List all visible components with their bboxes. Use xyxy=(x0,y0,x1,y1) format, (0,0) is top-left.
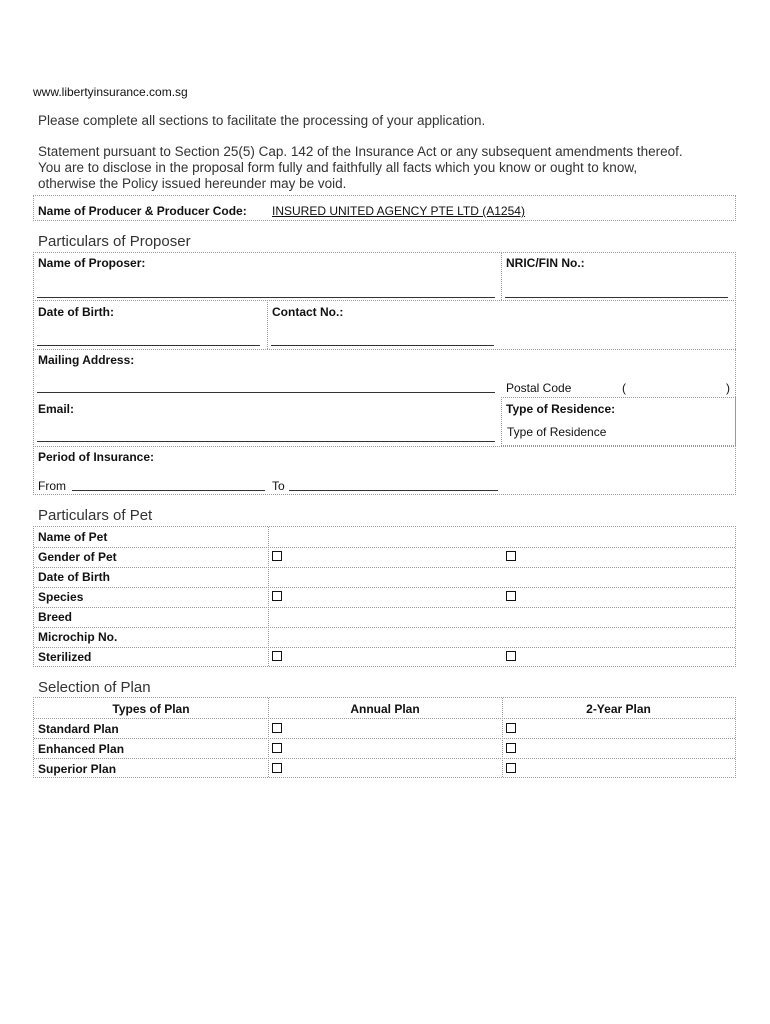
sterilized-checkbox-1[interactable] xyxy=(272,651,282,661)
divider xyxy=(34,718,735,719)
divider xyxy=(33,446,736,447)
superior-2year-checkbox[interactable] xyxy=(506,763,516,773)
to-field[interactable] xyxy=(289,490,498,491)
statement-line: Statement pursuant to Section 25(5) Cap. 142 of the Insurance Act or any subsequent amendments thereof. xyxy=(38,144,683,159)
plan-section-title: Selection of Plan xyxy=(38,679,151,696)
intro-text: Please complete all sections to facilitate the processing of your application. xyxy=(38,113,486,128)
from-field[interactable] xyxy=(72,490,265,491)
statement-line: You are to disclose in the proposal form fully and faithfully all facts which you know or ought to know, xyxy=(38,160,638,175)
pet-section-title: Particulars of Pet xyxy=(38,507,153,524)
divider xyxy=(34,738,735,739)
statement-line: otherwise the Policy issued hereunder may be void. xyxy=(38,176,347,191)
pet-row-label: Species xyxy=(38,590,84,604)
divider xyxy=(33,300,736,301)
residence-label: Type of Residence: xyxy=(506,402,616,416)
gender-checkbox-1[interactable] xyxy=(272,551,282,561)
plan-table xyxy=(33,697,736,778)
standard-annual-checkbox[interactable] xyxy=(272,723,282,733)
email-field[interactable] xyxy=(37,441,495,442)
postal-close-paren: ) xyxy=(726,381,730,395)
pet-row-label: Date of Birth xyxy=(38,570,110,584)
to-label: To xyxy=(272,479,285,493)
divider xyxy=(34,567,735,568)
pet-row-label: Breed xyxy=(38,610,73,624)
plan-header-2year: 2-Year Plan xyxy=(586,702,651,716)
pet-table xyxy=(33,526,736,667)
contact-label: Contact No.: xyxy=(272,305,344,319)
nric-field[interactable] xyxy=(505,297,728,298)
species-checkbox-1[interactable] xyxy=(272,591,282,601)
postal-code-label: Postal Code xyxy=(506,381,572,395)
plan-row-label: Enhanced Plan xyxy=(38,742,125,756)
residence-select[interactable]: Type of Residence xyxy=(507,425,607,439)
plan-header-types: Types of Plan xyxy=(112,702,190,716)
dob-label: Date of Birth: xyxy=(38,305,114,319)
proposer-name-label: Name of Proposer: xyxy=(38,256,146,270)
producer-label: Name of Producer & Producer Code: xyxy=(38,204,247,218)
sterilized-checkbox-2[interactable] xyxy=(506,651,516,661)
from-label: From xyxy=(38,479,66,493)
divider xyxy=(501,252,502,300)
standard-2year-checkbox[interactable] xyxy=(506,723,516,733)
divider xyxy=(34,607,735,608)
period-label: Period of Insurance: xyxy=(38,450,155,464)
enhanced-2year-checkbox[interactable] xyxy=(506,743,516,753)
pet-row-label: Sterilized xyxy=(38,650,92,664)
producer-value[interactable]: INSURED UNITED AGENCY PTE LTD (A1254) xyxy=(272,204,525,218)
divider xyxy=(33,349,736,350)
plan-row-label: Standard Plan xyxy=(38,722,119,736)
divider xyxy=(34,627,735,628)
divider xyxy=(34,758,735,759)
plan-header-annual: Annual Plan xyxy=(350,702,420,716)
email-label: Email: xyxy=(38,402,75,416)
divider xyxy=(34,547,735,548)
superior-annual-checkbox[interactable] xyxy=(272,763,282,773)
divider xyxy=(267,300,268,349)
website-url[interactable]: www.libertyinsurance.com.sg xyxy=(33,85,188,99)
statement-text xyxy=(38,144,738,192)
address-field[interactable] xyxy=(37,392,495,393)
plan-row-label: Superior Plan xyxy=(38,762,117,776)
pet-row-label: Gender of Pet xyxy=(38,550,117,564)
gender-checkbox-2[interactable] xyxy=(506,551,516,561)
pet-row-label: Name of Pet xyxy=(38,530,108,544)
divider xyxy=(34,647,735,648)
enhanced-annual-checkbox[interactable] xyxy=(272,743,282,753)
pet-row-label: Microchip No. xyxy=(38,630,118,644)
divider xyxy=(34,587,735,588)
address-label: Mailing Address: xyxy=(38,353,135,367)
postal-open-paren: ( xyxy=(622,381,626,395)
dob-field[interactable] xyxy=(37,345,260,346)
species-checkbox-2[interactable] xyxy=(506,591,516,601)
proposer-name-field[interactable] xyxy=(37,297,495,298)
proposer-section-title: Particulars of Proposer xyxy=(38,233,191,250)
contact-field[interactable] xyxy=(271,345,494,346)
nric-label: NRIC/FIN No.: xyxy=(506,256,585,270)
